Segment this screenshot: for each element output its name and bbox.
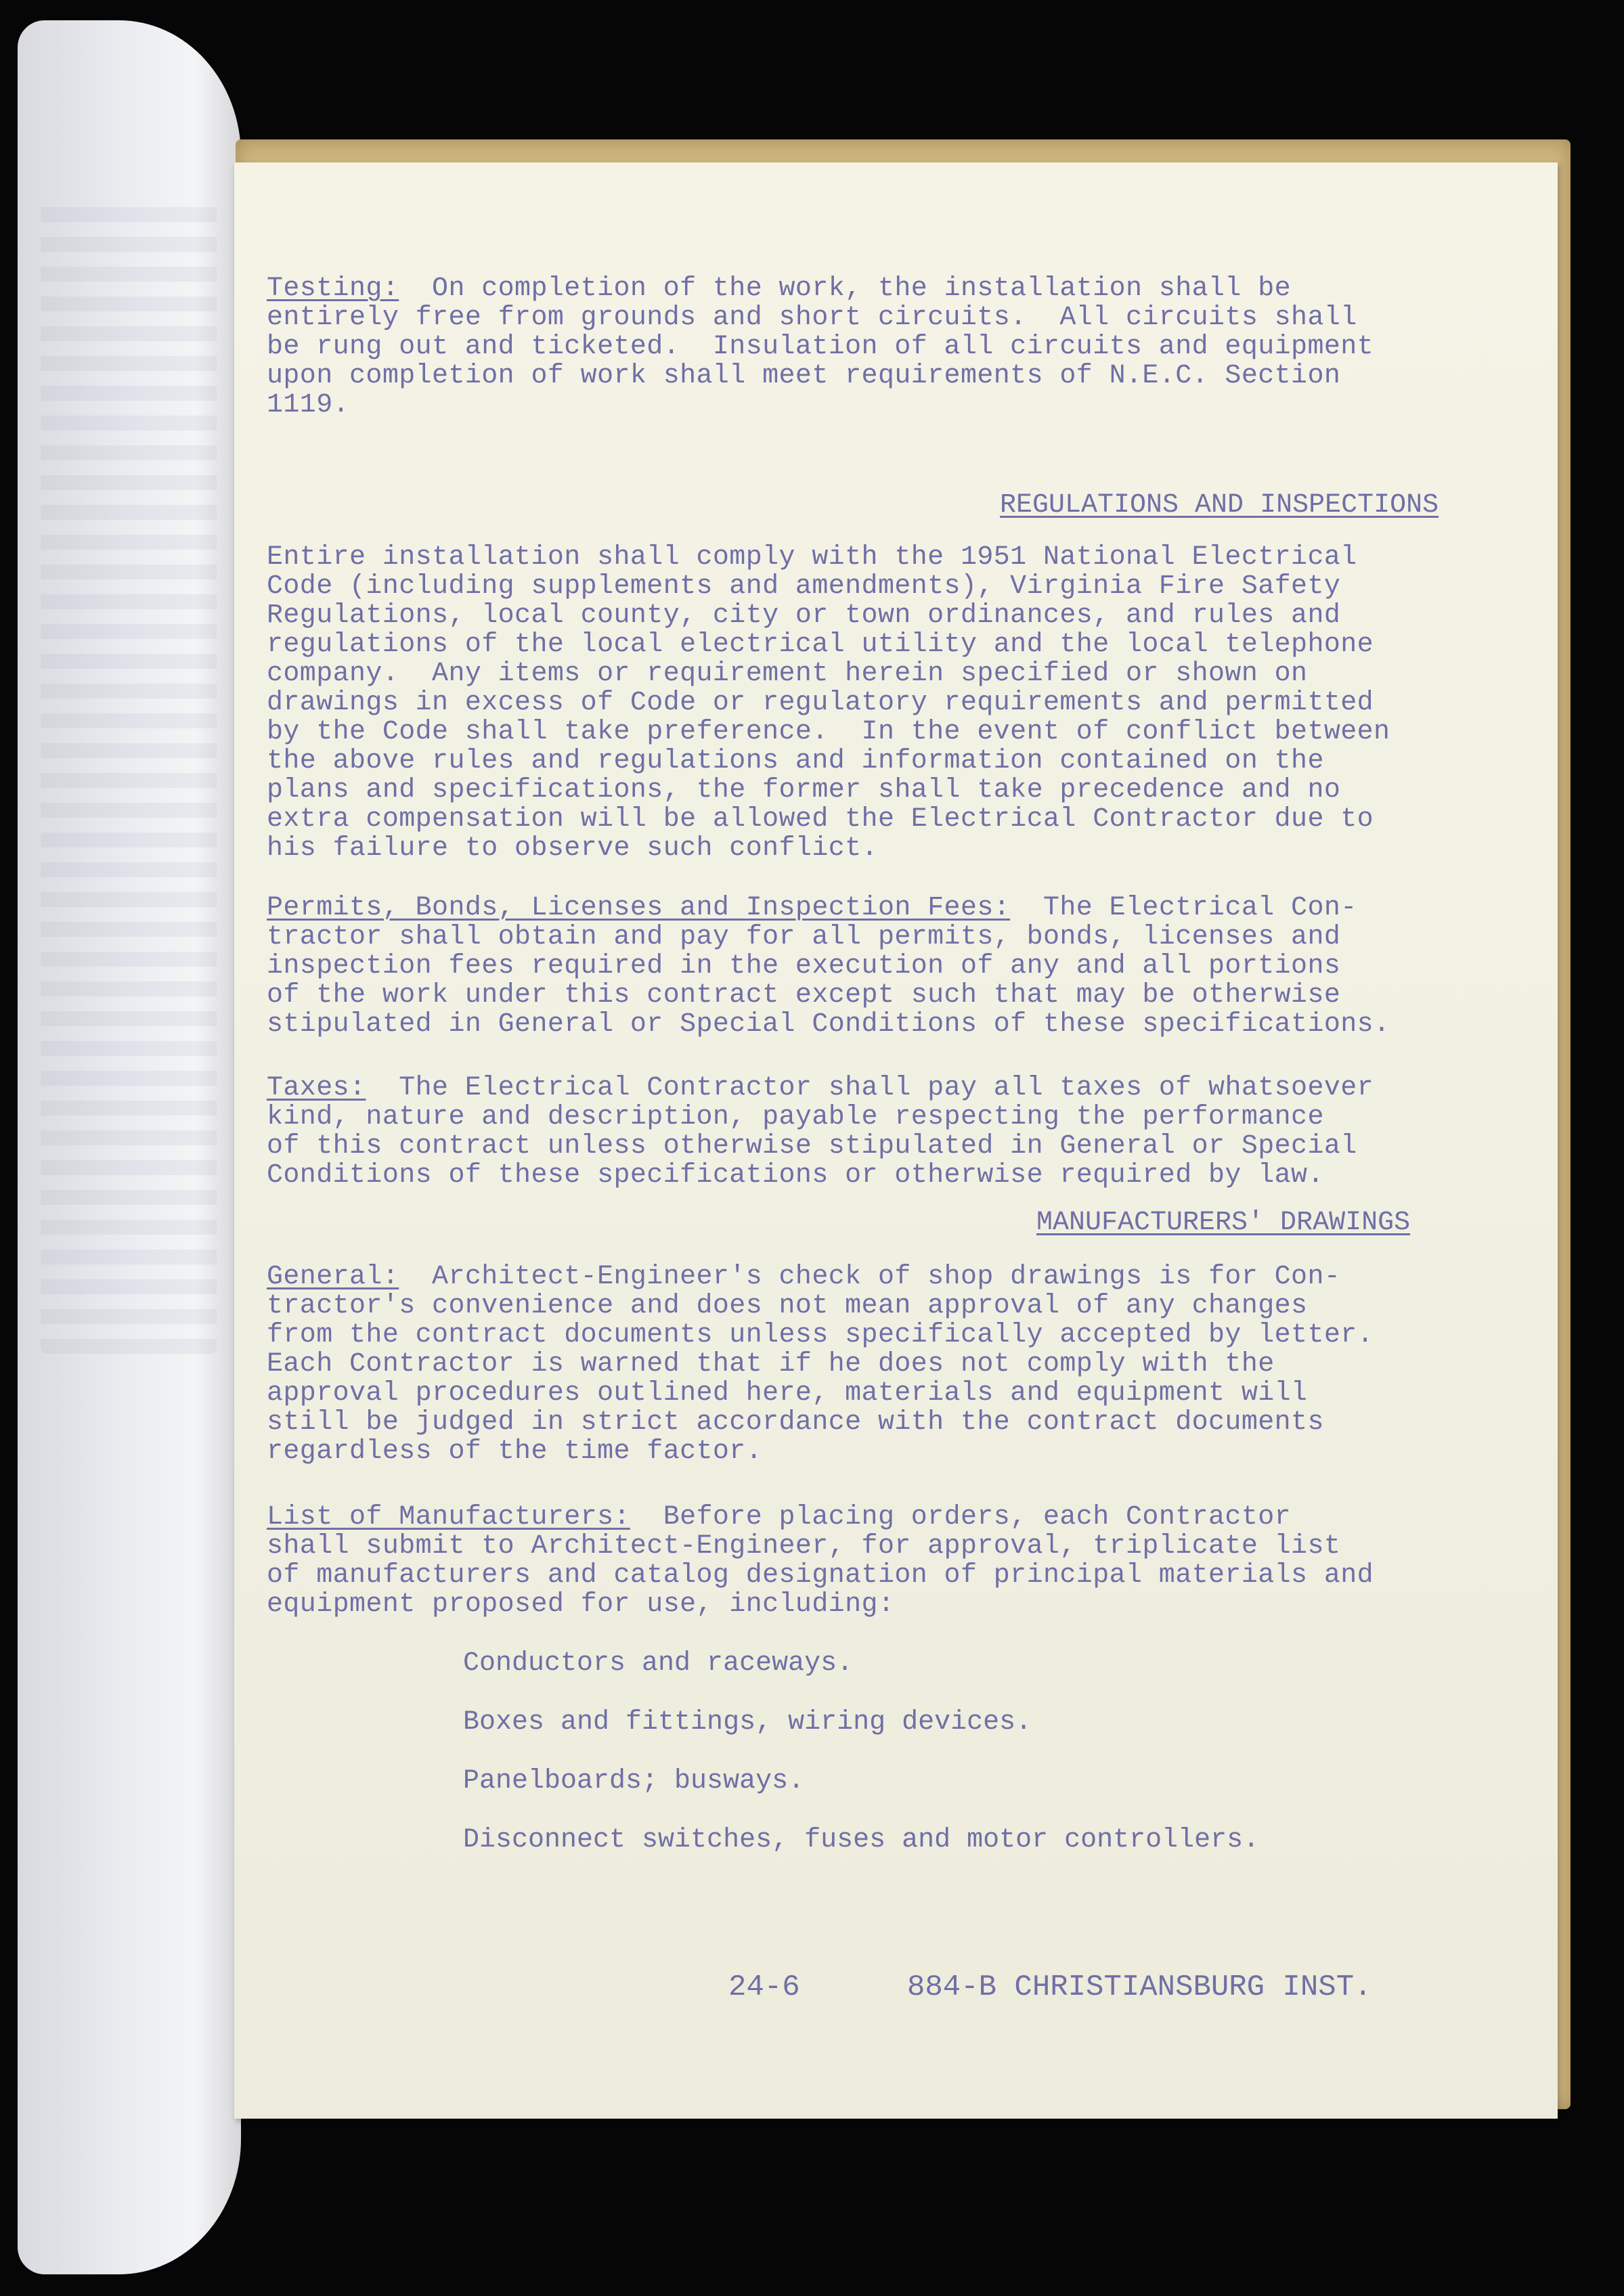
testing-label: Testing: xyxy=(267,273,399,304)
project-label: 884-B CHRISTIANSBURG INST. xyxy=(907,1970,1372,2004)
permits-label: Permits, Bonds, Licenses and Inspection Fees: xyxy=(267,893,1011,923)
regulations-paragraph: Entire installation shall comply with the 1951 National Electrical Code (including supplements and amendments), Virginia Fire Safety Regulations, local county, city or town ordinances, and rules and regulations of the local electrical utility and the local telephone company. Any items or requirement herein specified or shown on drawings in excess of Code or regulatory requirements and permitted by the Code shall take preference. In the event of conflict between the above rules and regulations and information contained on the plans and specifications, the former shall take precedence and no extra compensation will be allowed the Electrical Contractor due to his failure to observe such conflict. xyxy=(267,542,1390,864)
manufacturers-heading: MANUFACTURERS' DRAWINGS xyxy=(1036,1208,1411,1238)
document-page xyxy=(234,162,1558,2119)
list-item: Boxes and fittings, wiring devices. xyxy=(463,1707,1032,1738)
facing-page-bleed-through xyxy=(41,203,217,1354)
list-item: Panelboards; busways. xyxy=(463,1766,805,1796)
general-label: General: xyxy=(267,1262,399,1292)
regulations-heading: REGULATIONS AND INSPECTIONS xyxy=(1000,490,1439,521)
list-item: Disconnect switches, fuses and motor controllers. xyxy=(463,1825,1260,1855)
permits-paragraph: Permits, Bonds, Licenses and Inspection Fees: The Electrical Con- tractor shall obtain and pay for all permits, bonds, licenses and inspection fees required in the execution of any and all portions of the work under this contract except such that may be otherwise stipulated in General or Special Conditions of these specifications. xyxy=(267,893,1390,1040)
general-paragraph: General: Architect-Engineer's check of shop drawings is for Con- tractor's convenience and does not mean approval of any changes from the contract documents unless specifically accepted by letter. Each Contractor is warned that if he does not comply with the approval procedures outlined here, materials and equipment will still be judged in strict accordance with the contract documents regardless of the time factor. xyxy=(267,1262,1374,1467)
list-label: List of Manufacturers: xyxy=(267,1502,630,1532)
list-paragraph: List of Manufacturers: Before placing orders, each Contractor shall submit to Architect-Engineer, for approval, triplicate list of manufacturers and catalog designation of principal materials and equipment proposed for use, including: xyxy=(267,1502,1374,1620)
taxes-paragraph: Taxes: The Electrical Contractor shall pay all taxes of whatsoever kind, nature and description, payable respecting the performance of this contract unless otherwise stipulated in General or Special Conditions of these specifications or otherwise required by law. xyxy=(267,1073,1374,1191)
page-number: 24-6 xyxy=(728,1970,800,2004)
taxes-label: Taxes: xyxy=(267,1073,366,1103)
list-item: Conductors and raceways. xyxy=(463,1648,854,1679)
testing-paragraph: Testing: On completion of the work, the installation shall be entirely free from grounds and short circuits. All circuits shall be rung out and ticketed. Insulation of all circuits and equipment upon completion of work shall meet requirements of N.E.C. Section 1119. xyxy=(267,273,1374,420)
